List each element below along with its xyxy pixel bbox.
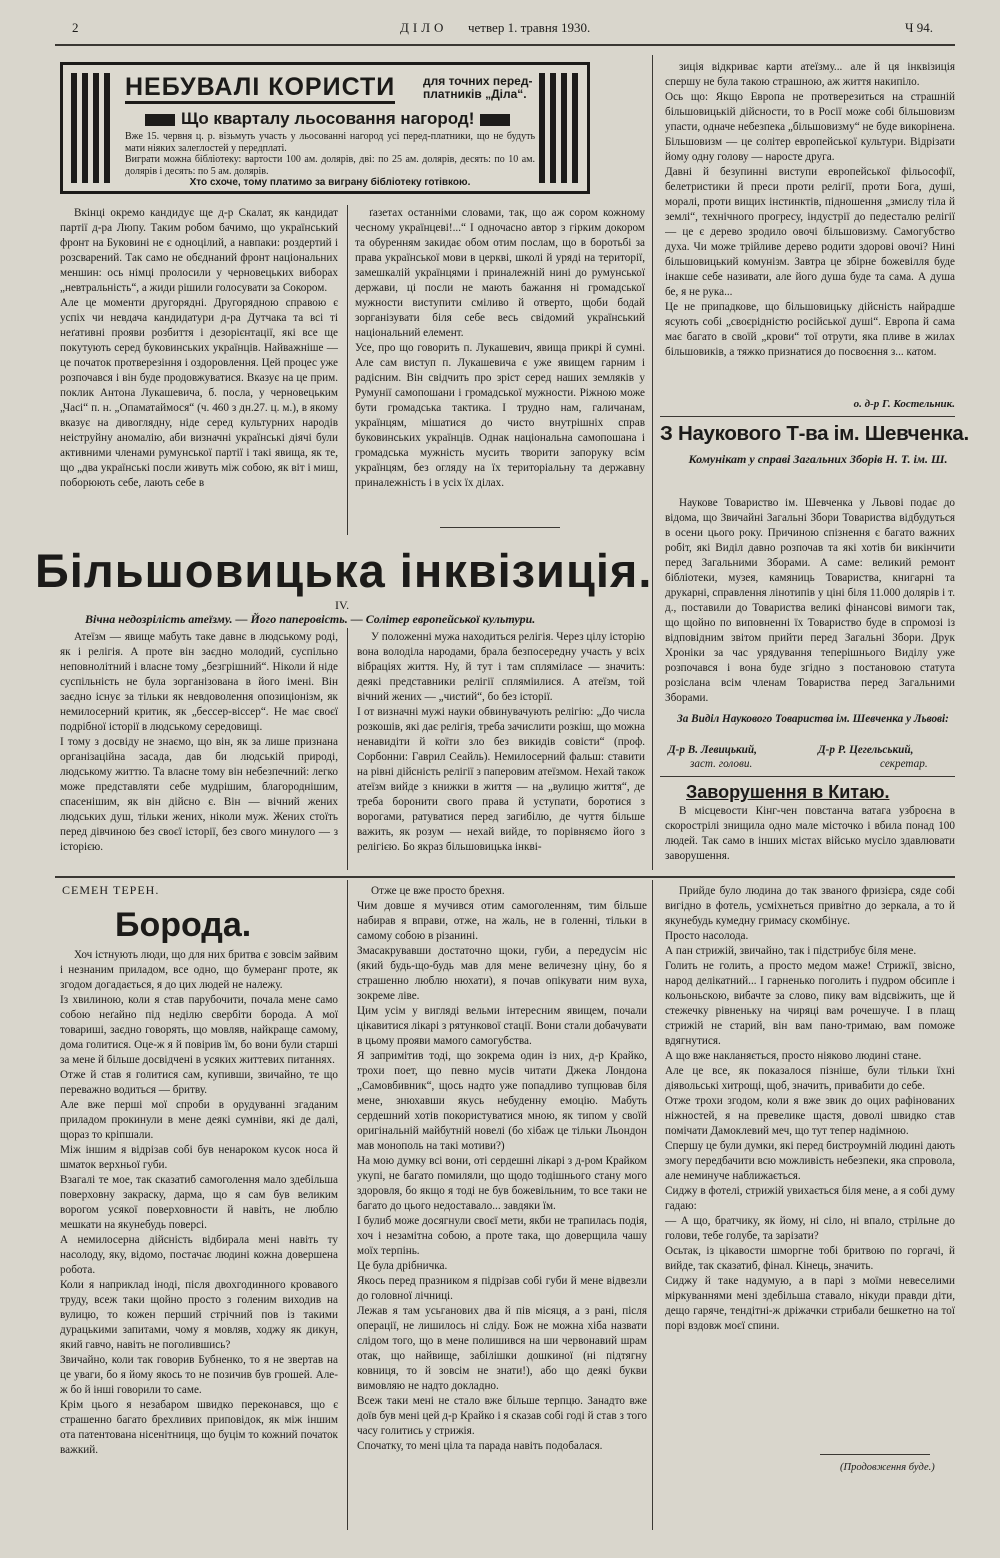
ntsh-signer-1-role: заст. голови.	[690, 758, 753, 770]
ntsh-for: За Виділ Наукового Товариства ім. Шевченка у Львові:	[677, 713, 949, 725]
page-number: 2	[72, 20, 79, 35]
column-rule	[347, 880, 348, 1530]
column-rule	[652, 55, 653, 870]
inquisition-subheadline: Вічна недозрілість атеїзму. — Його паперовість. — Солітер европейської культури.	[85, 612, 536, 626]
ad-line-1: Вже 15. червня ц. р. візьмуть участь у льосованні нагород усі перед-платники, що не будуть мати ніяких залеглостей у передплаті.	[125, 131, 535, 154]
ntsh-headline: З Наукового Т-ва ім. Шевченка.	[660, 422, 969, 445]
signature-kostelnyk: о. д-р Г. Костельник.	[853, 398, 955, 410]
feuilleton-column-2: Отже це вже просто брехня. Чим довше я мучився отим самоголенням, тим більше набирав я вправи, отже, на жаль, не в голенні, тільки в самому собою в різанині. Змасакрувавши достаточно щоки, губи, а передусім ніс (який будь-що-будь мав для мене величезну ціну, бо я страшенно люблю нюхати), я почав опікувати ним вуха, зокреме ліве. Цим усім у виглядi вельми інтересним явищем, почали цікавитися лікарі з рятункової стації. Вони стали добачувати в цьому прояви мамого самогубства. Я запримітив тоді, що зокрема один із них, д-р Крайко, трохи поет, що певно мусів читати Джека Лондона „Самовбивник“, щось надто уже попадливо тупцював біля мене, знюхавши якусь небуденну емоцію. Мабуть сердешний хотів покористуватися мною, як типом у своїй оригінальній майбутній новелі (бо хібаж це тільки Льондон мав монополь на такі мотиви?) На мою думку всі вони, оті сердешні лікарі з д-ром Крайком укупі, не багато помиляли, що щодо тодішнього стану мого здоровля, бо якщо я тоді не був божевільним, то все таки не багато до цього недоставало... завдяки їм. І булиб може досягнули своєї мети, якби не трапилась подія, хоч і незамітна собою, а проте така, що доверщила чашу моїх терпінь. Це була дрібничка. Якось перед празником я підрізав собі губи й мене відвезли до головної лічниці. Лежав я там усьганових два й пів місяця, а з рані, після операції, не лишилось ні сліду. Бож не можна хіба назвати слідом того, що в мене полишився на ши червонавий шрам отак, що найвище, забілішки дошкиної (ні підтягну ковниця, то й зовсім не знати!), або що деякі букви вимовляю не надто докладно. Всеж таки мені не стало вже більше терпцю. Занадто вже доїв був мені цей д-р Крайко і я сказав собі годі й став з того часу голитись у стрижія. Спочатку, то мені ціла та парада навіть подобалася.	[357, 885, 647, 1452]
ntsh-signer-2-role: секретар.	[880, 758, 928, 770]
ad-title: НЕБУВАЛІ КОРИСТИ	[125, 73, 395, 104]
section-divider	[55, 876, 955, 878]
article-column-3: зиція відкриває карти атеїзму... але й ця інквізиція спершу не була такою страшною, аж життя накипіло. Ось що: Якщо Европа не протверезиться на страшній більшовицькій дійсности, то в Росії може собі більшовизм упасти, одначе небезпека „більшовизму“ не буде викорінена. Більшовизм — це солітер европейської культури. Відрізати йому одну голову — наросте друга. Давні й безупинні виступи европейської фільософії, белетристики й преси проти релігії, проти Бога, душі, моралі, проти вищих інстинктів, підношення „змислу тіла й землі“, технічного прогресу, індустрії до педесталю релігії — це є дерево зродило овочі більшовизму. Самогубство духа. Чи може трійливе дерево родити здорові овочі? Нині більшовицький комунізм. Завтра це збірне божевілля буде інакше себе називати, але його душа буде та сама. А душа бе, я не рука... Це не припадкове, що більшовицьку дійсність найрадше ясують собі „своєрідністю російської душі“. Европа й сама має багато в своїй „крови“ тої отрути, яка пливе в жилах більшовиків, а тяжко признатися до посвоєння з... катом.	[665, 61, 955, 358]
ad-line-3: Хто схоче, тому платимо за виграну бібліотеку готівкою.	[189, 177, 471, 188]
ad-decor-right	[539, 73, 579, 183]
inquisition-headline: Більшовицька інквізиція.	[35, 544, 653, 597]
inquisition-column-2: У положенні мужа находиться релігія. Через цілу історію вона володіла народами, брала безпосередну участь у всіх вібраціях життя. Ну, й тут і там спляміласе — значить: деякі представники релігії спляміилися. А атеїзм, той вічний жених — „чистий“, бо без історії. І от визначні мужі науки обвинувачують релігію: „До числа розкошів, які дає релігія, треба зачислити розкіш, що можна ненавидіти й коїти зло без викидів совісти“ (проф. Сорбонни: Гаврил Сеайль). Немилосерний фальш: ставити на рівні дійсність релігії з паперовим атеїзмом. Нехай також атеїзм вийде з книжки в життя — на „вулицю життя“, де треба боронити свого права й уступати, боротися з ворогами, ратуватися перед загибілю, де чуття більше важить, як розум — нехай вийде, то порівняємо його з релігією. Бо якраз більшовицька інкві-	[357, 631, 645, 853]
column-rule	[652, 880, 653, 1530]
issue-date: четвер 1. травня 1930.	[468, 20, 591, 35]
article-column-2: ґазетах останніми словами, так, що аж сором кожному чесному українцеві!...“ І одночасно автор з гірким докором та обуренням закидає обом отим послам, що в боротьбі за права української мови в церкві, школі й уряді на території, замешкалій українцями і приналежній нині до румунської держави, ці посли не мають бажання ні громадської мужности виступити сміливо й отверто, щоби бодай зорганізувати біля себе весь свідомий український національний елемент. Усе, про що говорить п. Лукашевич, явища прикрі й сумні. Але сам виступ п. Лукашевича є уже явищем гарним і радісним. Він свідчить про зріст серед наших земляків у Румунії самопошани і громадської мужности. Ріжною може бути громадська тактика. І трудно нам, галичанам, українцям, мішатися до чисто внутрішніх справ буковинських українців. Однак національна самопошана і громадська мужність мусить творити запоруку всім українцям, без огляду на їх територіальну та державну приналежність і в усіх їх ділах.	[355, 207, 645, 489]
column-rule	[347, 205, 348, 535]
masthead: ДІЛО	[400, 20, 448, 35]
article-column-1: Вкінці окремо кандидує ще д-р Скалат, як кандидат партії д-ра Люпу. Таким робом бачимо, що український фронт на Буковині не є одноцілий, а навпаки: роздертий і розсварений. Так само не обєднаний фронт національних меншин: ось німці пролосили у черновецьких виборах „невтральність“, а жиди рішили голосувати за Сокором. Але це моменти другорядні. Другорядною справою є успіх чи невдача кандидатури д-ра Дутчака та всі ті неґативні прояви розбиття і дезорієнтації, які все ще покутують серед буковинських українців. Найважніше — це початок протверезіння і оздоровлення. Цей процес уже розпочався і він буде продовжуватися. Вказує на це прим. поклик Антона Лукашевича, б. посла, у черновецьким „Часі“ п. н. „Опаматаймося“ (ч. 460 з дн.27. ц. м.), в якому вказує на дивоглядну, ніде серед культурних народів неіструйну аномалію, аби визначні українські діячі були активними членами румунської партії і такі явища, як те, що „два українські посли живуть між собою, як віт і миш, поборюють себе, лають себе в	[60, 207, 338, 489]
ntsh-body: Наукове Товариство ім. Шевченка у Львові подає до відома, що Звичайні Загальні Збори Товариства відбудуться в осени цього року. Причиною спізнення є багато важних робіт, які Виділ давно розпочав та які хотів би викінчити перед Загальними Зборами. А саме: великий ремонт бібліотеки, музея, камяниць Товариства, книгарні та друкарні, справлення лінотипів у ціні біля 11.000 долярів і т. д., поставили до Товариства великі фінансові вимоги так, що щойно по виповненні їх Товариство буде в спромозі із відповідним звітом прийти перед Загальні Збори. Друк Хроніки за час урядування теперішнього Виділу уже розпочався і вона буде згідно з постановою статута розіслана всім членам Товариства перед Загальними Зборами.	[665, 497, 955, 704]
ad-decor-left-bars	[71, 73, 111, 183]
header-rule	[55, 44, 955, 46]
inquisition-part: IV.	[335, 598, 350, 612]
column-rule	[347, 628, 348, 870]
china-headline: Заворушення в Китаю.	[686, 782, 890, 802]
feuilleton-column-3: Прийде було людина до так званого фризієра, сяде собі вигідно в фотель, усміхнеться привітно до зеркала, а то й якунебудь кумедну гримасу скомбінує. Просто насолода. А пан стрижій, звичайно, так і підстрибує біля мене. Голить не голить, а просто медом маже! Стрижії, звісно, народ делікатний... І гарненько поголить і пудром обсипле і кольоньскою, вибачте за слово, пику вам відсвіжить, ще й стежечку рівненьку на чиряці вам рочешуче. І в плащ стрижій не старий, він вам пано-тримаю, вам поможе вдягнутися. А що вже накланяється, просто ніяково людині стане. Але це все, як показалося пізніше, були тільки їхні діявольські хитрощі, щоб, значить, привабити до себе. Отже трохи згодом, коли я вже звик до оцих рафінованих ніжностей, я на превелике щастя, доволі швидко став помічати Дамоклевий меч, що тут тепер надімною. Спершу це були думки, які перед бистроумній людині дають змогу передбачити всю можливість небезпеки, яка спровола, але неминуче наближається. Сиджу в фотелі, стрижій увихається біля мене, а я собі думу гадаю: — А що, братчику, як йому, ні сіло, ні впало, стрільне до голови, тебе голубе, та зарізати? Осьтак, із цікавости шморгне тобі бритвою по горгачі, й вийде, так сказатиб, фінал. Кінець, значить. Сиджу й таке надумую, а в парі з моїми невеселими міркуваннями мені здебільша ставало, нікуди правди діти, дещо гаряче, тендітні-ж дріжачки стрибали бешкетно на тої порі вздовж моєї спини.	[665, 885, 955, 1332]
ntsh-signer-1: Д-р В. Левицький,	[668, 744, 757, 756]
section-rule	[660, 416, 955, 417]
feuilleton-title: Борода.	[115, 906, 252, 944]
section-rule	[660, 776, 955, 777]
continued-note: (Продовження буде.)	[840, 1462, 935, 1473]
inquisition-column-1: Атеїзм — явище мабуть таке давнє в людському роді, як і релігія. А проте він заєдно молодий, суспільно неповнолітний і власне тому „безгрішний“. Ніколи й ніде суспільність не була зорганізована в його імені. Він заєдно існує за тільки як невдоволення опозиціонізм, як немилосерний критик, як „бессер-віссер“. Не має своєї подрібної історії в людському середовищі. І тому з досвіду не знаємо, що він, як за лише признана організаційна засада, дав би людській природі, людському життю. Та власне тому він небезпечний: легко може представляти себе мудрішим, благороднішим, спасенішим, як він дійсно є. Він — вічний жених людських душ, тільки жених, ніколи муж. Жених стоїть перед дівчиною без своєї історії, без свого минулого — з історією.	[60, 631, 338, 853]
ad-subtitle: Що кварталу льосовання нагород!	[139, 109, 516, 129]
ntsh-signer-2: Д-р Р. Цегельський,	[818, 744, 914, 756]
section-rule	[820, 1454, 930, 1455]
feuilleton-author: СЕМЕН ТЕРЕН.	[62, 883, 160, 897]
feuilleton-column-1: Хоч істнують люди, що для них бритва є зовсім зайвим і незнаним приладом, все одно, що бумеранг проте, як згодом догадається, я до цих людей не належу. Із хвилиною, коли я став парубочити, почала мене само собою неґайно під неділю свербіти борода. А мої товариші, заєдно говорять, що мовляв, найкраще самому, дома голитися. Оце-ж я й повірив їм, бо вони були старші за мене й більше досвідчені в усяких життевих питаннях. Отже й став я голитися сам, купивши, звичайно, те що переважно водиться — бритву. Але вже перші мої спроби в орудуванні згаданим приладом прокинули в мене деякі сумніви, які де далі, щораз то кріпшали. Між іншим я відрізав собі був ненароком кусок носа й шматок верхньої губи. Взагалі те мое, так сказатиб самоголення мало здебільша поверховну закраску, дарма, що я сам був великим ворогом усякої поверховности й навіть, не люблю мешкати на якунебудь поверсі. А немилосерна дійсність відбирала мені навіть ту насолоду, яку, відомо, постачає людині кожна довершена робота. Коли я наприклад іноді, після двохгодинного кровавого труду, всеж таки щойно просто з голеним виходив на вулицю, то кожен перший стрічний пов із такими дурацькими запитами, чому я мовляв, ходжу як дикун, який гавчо, навіть не поголившись? Звичайно, коли так говорив Бубненко, то я не звертав на це уваги, бо я йому якось то не позичив був грошей. Але-ж бо й інші говорили то саме. Крім цього я незабаром швидко переконався, що є страшенно багато брехливих приповідок, як між іншим ота патентована нісенітниця, що буцім то кожний початок важкий.	[60, 949, 338, 1456]
ntsh-subheadline: Комунікат у справі Загальних Зборів Н. Т. ім. Ш.	[688, 452, 948, 466]
china-body: В місцевости Кінг-чен повстанча ватага узброєна в скорострілі знищила одно мале місточко і вбила понад 100 людей. Так само в інших містах військо мусіло здавлювати заворушення.	[665, 805, 955, 862]
ad-side: для точних перед- платників „Діла“.	[423, 74, 533, 101]
issue-number: Ч 94.	[905, 20, 933, 35]
ad-line-2: Виграти можна бібліотеку: вартости 100 ам. долярів, дві: по 25 ам. долярів, десять: по 10 ам. долярів і десять: по 5 ам. долярів.	[125, 154, 535, 177]
advertisement-box	[60, 62, 590, 194]
